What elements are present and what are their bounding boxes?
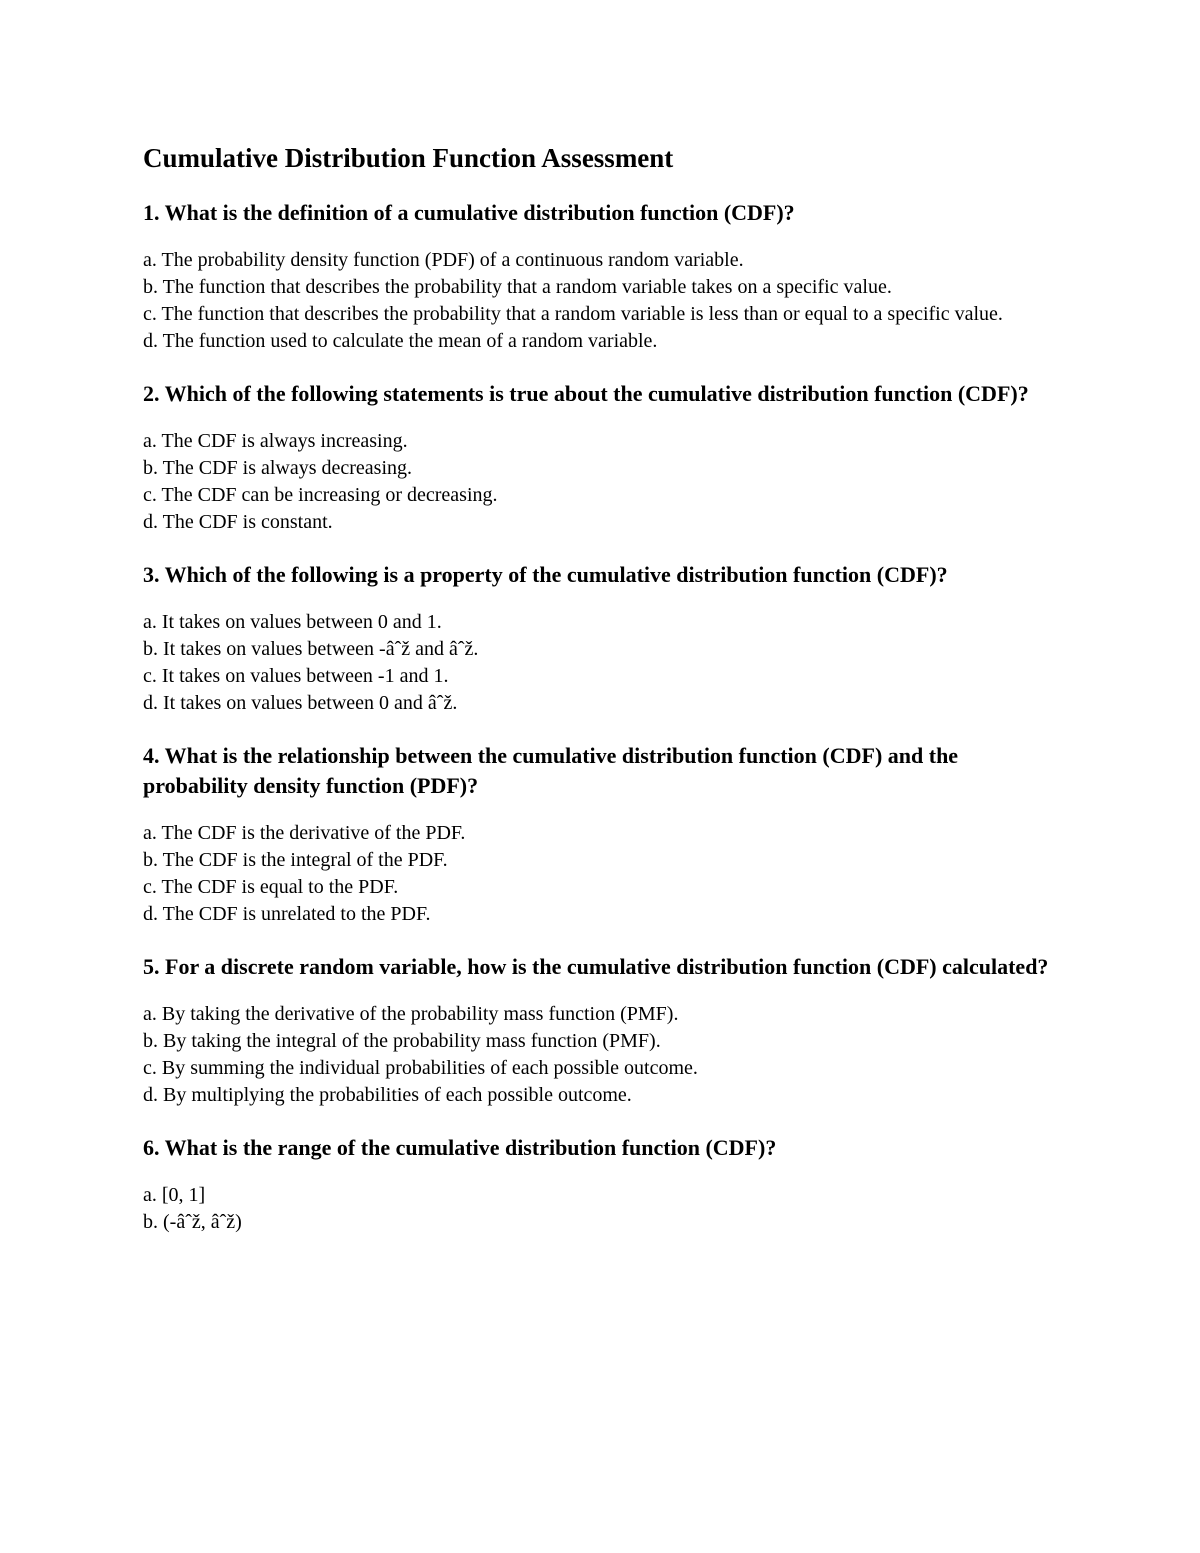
- answer-option-c: c. The CDF is equal to the PDF.: [143, 876, 399, 898]
- question-text: 6. What is the range of the cumulative distribution function (CDF)?: [143, 1135, 777, 1160]
- answer-option-d: d. By multiplying the probabilities of each possible outcome.: [143, 1084, 632, 1106]
- answer-option-a: a. By taking the derivative of the probability mass function (PMF).: [143, 1003, 679, 1025]
- answer-option-c: c. The function that describes the probability that a random variable is less than or equal to a specific value.: [143, 303, 1003, 325]
- question-text: 1. What is the definition of a cumulative distribution function (CDF)?: [143, 200, 795, 225]
- question-text: 3. Which of the following is a property of the cumulative distribution function (CDF)?: [143, 562, 948, 587]
- answer-option-a: a. The CDF is the derivative of the PDF.: [143, 822, 466, 844]
- answer-option-a: a. It takes on values between 0 and 1.: [143, 611, 442, 633]
- answer-option-b: b. The CDF is always decreasing.: [143, 457, 413, 479]
- answer-option-c: c. The CDF can be increasing or decreasing.: [143, 484, 498, 506]
- answer-options: [143, 609, 1063, 717]
- answer-option-c: c. It takes on values between -1 and 1.: [143, 665, 449, 687]
- answer-option-d: d. The CDF is unrelated to the PDF.: [143, 903, 431, 925]
- answer-option-a: a. The CDF is always increasing.: [143, 430, 408, 452]
- question-text: 5. For a discrete random variable, how is the cumulative distribution function (CDF) calculated?: [143, 954, 1049, 979]
- answer-option-d: d. The CDF is constant.: [143, 511, 333, 533]
- answer-option-c: c. By summing the individual probabilities of each possible outcome.: [143, 1057, 698, 1079]
- answer-options: [143, 247, 1063, 355]
- answer-option-b: b. By taking the integral of the probability mass function (PMF).: [143, 1030, 661, 1052]
- answer-option-b: b. The CDF is the integral of the PDF.: [143, 849, 448, 871]
- answer-option-b: b. (-âˆž, âˆž): [143, 1211, 242, 1233]
- answer-option-a: a. The probability density function (PDF) of a continuous random variable.: [143, 249, 744, 271]
- answer-option-d: d. The function used to calculate the mean of a random variable.: [143, 330, 658, 352]
- question-4: [143, 741, 1063, 928]
- question-5: [143, 952, 1063, 1109]
- document-page: [143, 140, 1063, 1260]
- question-text: 4. What is the relationship between the cumulative distribution function (CDF) and the probability density function (PDF)?: [143, 743, 959, 798]
- question-text: 2. Which of the following statements is true about the cumulative distribution function (CDF)?: [143, 381, 1029, 406]
- question-3: [143, 560, 1063, 717]
- question-1: [143, 198, 1063, 355]
- question-6: [143, 1133, 1063, 1236]
- answer-options: [143, 428, 1063, 536]
- question-2: [143, 379, 1063, 536]
- answer-option-d: d. It takes on values between 0 and âˆž.: [143, 692, 458, 714]
- answer-option-a: a. [0, 1]: [143, 1184, 206, 1206]
- answer-option-b: b. The function that describes the probability that a random variable takes on a specific value.: [143, 276, 892, 298]
- answer-options: [143, 820, 1063, 928]
- document-title: Cumulative Distribution Function Assessment: [143, 143, 674, 173]
- answer-option-b: b. It takes on values between -âˆž and âˆž.: [143, 638, 479, 660]
- answer-options: [143, 1182, 1063, 1236]
- answer-options: [143, 1001, 1063, 1109]
